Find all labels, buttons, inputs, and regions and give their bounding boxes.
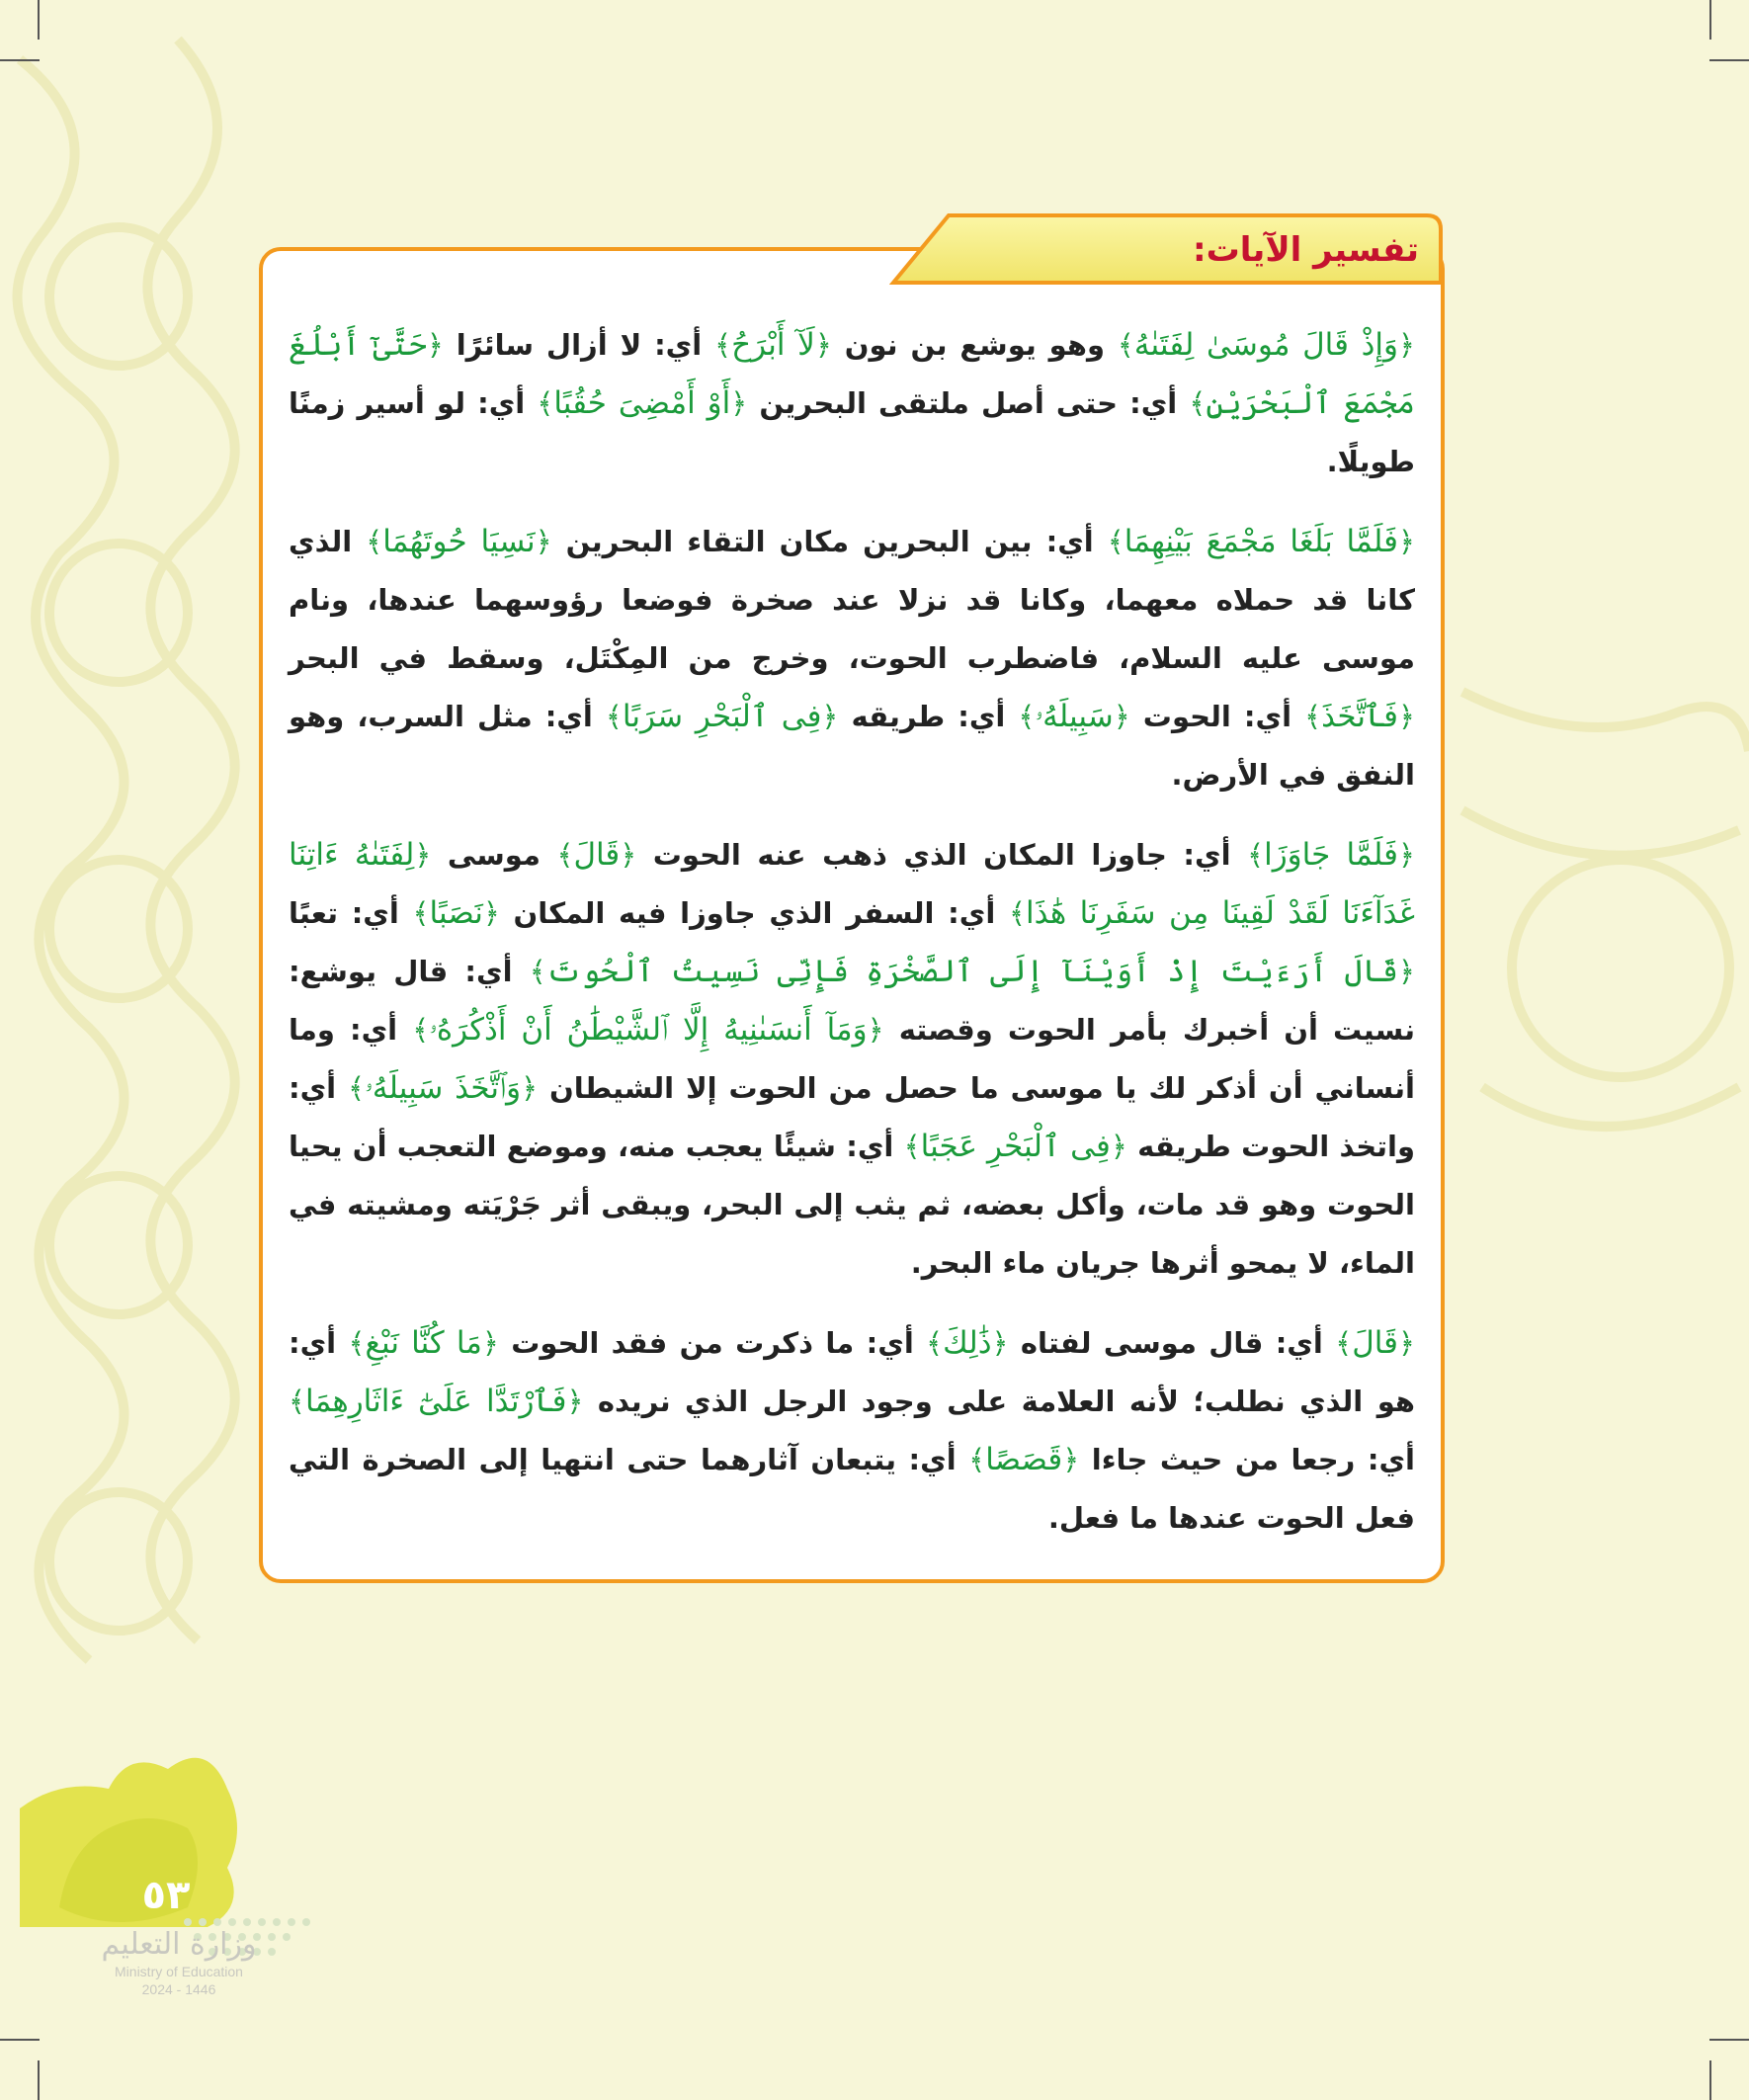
quran-bracket-open: ﴿ bbox=[1110, 1130, 1127, 1163]
quran-bracket-close: ﴾ bbox=[1107, 525, 1124, 558]
quran-verse: قَالَ أَرَءَيْتَ إِذْ أَوَيْنَآ إِلَى ٱلصَّخْرَةِ فَإِنِّى نَسِيتُ ٱلْحُوتَ bbox=[545, 954, 1398, 989]
quran-bracket-close: ﴾ bbox=[537, 386, 554, 420]
explanation-text: أي: السفر الذي جاوزا فيه المكان bbox=[499, 896, 1009, 930]
crop-mark bbox=[1709, 2060, 1711, 2100]
quran-bracket-close: ﴾ bbox=[348, 1326, 366, 1360]
quran-bracket-close: ﴾ bbox=[1189, 386, 1207, 420]
quran-bracket-open: ﴿ bbox=[426, 328, 444, 362]
tafsir-paragraph bbox=[289, 316, 1415, 491]
tafsir-paragraph bbox=[289, 826, 1415, 1293]
quran-bracket-open: ﴿ bbox=[1113, 700, 1130, 733]
crop-mark bbox=[38, 2060, 40, 2100]
quran-bracket-open: ﴿ bbox=[481, 1326, 499, 1360]
quran-verse: قَصَصًا bbox=[985, 1442, 1063, 1477]
quran-bracket-open: ﴿ bbox=[867, 1013, 884, 1047]
explanation-text: أي: تعبًا bbox=[289, 896, 413, 930]
quran-bracket-open: ﴿ bbox=[1062, 1443, 1080, 1476]
explanation-text: أي: حتى أصل ملتقى البحرين bbox=[747, 386, 1190, 420]
tafsir-paragraph bbox=[289, 1314, 1415, 1548]
explanation-text: أي: ما ذكرت من فقد الحوت bbox=[498, 1326, 927, 1360]
quran-bracket-close: ﴾ bbox=[968, 1443, 986, 1476]
quran-bracket-open: ﴿ bbox=[1397, 328, 1415, 362]
crop-mark bbox=[38, 0, 40, 40]
quran-verse: نَسِيَا حُوتَهُمَا bbox=[382, 524, 536, 559]
quran-bracket-close: ﴾ bbox=[1018, 700, 1036, 733]
quran-bracket-open: ﴿ bbox=[521, 1071, 539, 1105]
explanation-text: أي: وما أنساني أن أذكر لك يا موسى ما حصل من الحوت إلا الشيطان bbox=[289, 1013, 1415, 1105]
quran-verse: لَآ أَبْرَحُ bbox=[731, 327, 815, 363]
explanation-text: أي: الحوت bbox=[1129, 700, 1305, 733]
quran-bracket-open: ﴿ bbox=[535, 525, 552, 558]
explanation-text: أي: طريقه bbox=[838, 700, 1019, 733]
explanation-text: الذي كانا قد حملاه معهما، وكانا قد نزلا عند صخرة فوضعا رؤوسهما عندها، ونام موسى عليه السلام، فاضطرب الحوت، وخرج من المِكْتَل، وسقط في البحر bbox=[289, 525, 1415, 675]
ministry-logo bbox=[95, 1927, 263, 1998]
quran-bracket-open: ﴿ bbox=[821, 700, 839, 733]
quran-bracket-open: ﴿ bbox=[482, 896, 500, 930]
explanation-text: أي: هو الذي نطلب؛ لأنه العلامة على وجود الرجل الذي نريده bbox=[289, 1326, 1415, 1418]
quran-verse: فَٱرْتَدَّا عَلَىٰٓ ءَاثَارِهِمَا bbox=[305, 1384, 567, 1419]
quran-bracket-close: ﴾ bbox=[605, 700, 623, 733]
quran-verse: فَلَمَّا جَاوَزَا bbox=[1264, 837, 1398, 873]
quran-bracket-close: ﴾ bbox=[366, 525, 383, 558]
crop-mark bbox=[1709, 0, 1711, 40]
explanation-text: أي: يتبعان آثارهما حتى انتهيا إلى الصخرة التي فعل الحوت عندها ما فعل. bbox=[289, 1443, 1415, 1535]
quran-bracket-open: ﴿ bbox=[991, 1326, 1009, 1360]
explanation-text: موسى bbox=[431, 838, 557, 872]
quran-verse: قَالَ bbox=[1352, 1325, 1398, 1361]
crop-mark bbox=[0, 59, 40, 61]
quran-bracket-close: ﴾ bbox=[289, 1385, 305, 1418]
explanation-text: أي: لا أزال سائرًا bbox=[443, 328, 715, 362]
ministry-name-ar: وزارة التعليم bbox=[101, 1927, 257, 1962]
quran-bracket-close: ﴾ bbox=[903, 1130, 921, 1163]
explanation-text: وهو يوشع بن نون bbox=[831, 328, 1118, 362]
page-number: ٥٣ bbox=[141, 1873, 191, 1918]
explanation-text: أي: بين البحرين مكان التقاء البحرين bbox=[551, 525, 1108, 558]
quran-verse: لِفَتَىٰهُ ءَاتِنَا غَدَآءَنَا لَقَدْ لَقِينَا مِن سَفَرِنَا هَٰذَا bbox=[289, 837, 1416, 931]
quran-verse: حَتَّىٰٓ أَبْلُغَ مَجْمَعَ ٱلْبَحْرَيْنِ bbox=[289, 327, 1415, 421]
quran-verse: ذَٰلِكَ bbox=[943, 1325, 992, 1361]
quran-bracket-close: ﴾ bbox=[412, 1013, 430, 1047]
quran-bracket-open: ﴿ bbox=[414, 838, 432, 872]
quran-verse: قَالَ bbox=[573, 837, 621, 873]
explanation-text: أي: شيئًا يعجب منه، وموضع التعجب أن يحيا الحوت وهو قد مات، وأكل بعضه، ثم يثب إلى البحر، ويبقى أثر جَرْيَته ومشيته في الماء، لا يمحو أثرها جريان ماء البحر. bbox=[289, 1130, 1415, 1280]
quran-bracket-open: ﴿ bbox=[814, 328, 832, 362]
quran-verse: نَصَبًا bbox=[429, 895, 483, 931]
crop-mark bbox=[1709, 59, 1749, 61]
tafsir-text bbox=[289, 316, 1415, 1548]
quran-bracket-open: ﴿ bbox=[1398, 1326, 1415, 1360]
explanation-text: أي: قال يوشع: نسيت أن أخبرك بأمر الحوت وقصته bbox=[289, 955, 1415, 1047]
explanation-text: أي: مثل السرب، وهو النفق في الأرض. bbox=[289, 700, 1415, 792]
quran-verse: سَبِيلَهُۥ bbox=[1035, 699, 1114, 734]
tafsir-paragraph bbox=[289, 513, 1415, 804]
explanation-text: أي: قال موسى لفتاه bbox=[1008, 1326, 1336, 1360]
quran-bracket-open: ﴿ bbox=[1398, 700, 1416, 733]
quran-bracket-close: ﴾ bbox=[412, 896, 430, 930]
quran-bracket-open: ﴿ bbox=[1398, 955, 1415, 988]
explanation-text: أي: لو أسير زمنًا طويلًا. bbox=[289, 386, 1415, 478]
quran-bracket-close: ﴾ bbox=[556, 838, 574, 872]
ministry-name-en: Ministry of Education bbox=[115, 1964, 243, 1979]
explanation-text: أي: واتخذ الحوت طريقه bbox=[289, 1071, 1415, 1163]
quran-verse: أَوْ أَمْضِىَ حُقُبًا bbox=[553, 385, 731, 421]
quran-verse: وَإِذْ قَالَ مُوسَىٰ لِفَتَىٰهُ bbox=[1133, 327, 1398, 363]
crop-mark bbox=[1709, 2039, 1749, 2041]
quran-verse: فَٱتَّخَذَ bbox=[1321, 699, 1399, 734]
quran-bracket-open: ﴿ bbox=[1398, 838, 1415, 872]
quran-bracket-open: ﴿ bbox=[620, 838, 637, 872]
quran-bracket-close: ﴾ bbox=[1335, 1326, 1353, 1360]
crop-mark bbox=[0, 2039, 40, 2041]
quran-verse: فِى ٱلْبَحْرِ سَرَبًا bbox=[622, 699, 822, 734]
quran-bracket-close: ﴾ bbox=[926, 1326, 944, 1360]
quran-bracket-close: ﴾ bbox=[348, 1071, 366, 1105]
explanation-text: أي: جاوزا المكان الذي ذهب عنه الحوت bbox=[636, 838, 1248, 872]
explanation-text: أي: رجعا من حيث جاءا bbox=[1079, 1443, 1415, 1476]
quran-verse: فِى ٱلْبَحْرِ عَجَبًا bbox=[920, 1129, 1111, 1164]
quran-bracket-close: ﴾ bbox=[1247, 838, 1265, 872]
quran-bracket-open: ﴿ bbox=[730, 386, 748, 420]
quran-bracket-close: ﴾ bbox=[529, 955, 546, 988]
section-title: تفسير الآيات: bbox=[1193, 230, 1419, 270]
quran-bracket-close: ﴾ bbox=[1008, 896, 1026, 930]
quran-bracket-close: ﴾ bbox=[1117, 328, 1134, 362]
edition-year: 2024 - 1446 bbox=[141, 1981, 216, 1997]
quran-bracket-open: ﴿ bbox=[566, 1385, 584, 1418]
quran-bracket-close: ﴾ bbox=[714, 328, 732, 362]
quran-verse: وَٱتَّخَذَ سَبِيلَهُۥ bbox=[365, 1070, 522, 1106]
quran-verse: فَلَمَّا بَلَغَا مَجْمَعَ بَيْنِهِمَا bbox=[1124, 524, 1398, 559]
quran-verse: وَمَآ أَنسَىٰنِيهُ إِلَّا ٱلشَّيْطَٰنُ أَنْ أَذْكُرَهُۥ bbox=[429, 1012, 868, 1048]
quran-bracket-close: ﴾ bbox=[1304, 700, 1322, 733]
quran-bracket-open: ﴿ bbox=[1397, 525, 1415, 558]
quran-verse: مَا كُنَّا نَبْغِ bbox=[365, 1325, 482, 1361]
